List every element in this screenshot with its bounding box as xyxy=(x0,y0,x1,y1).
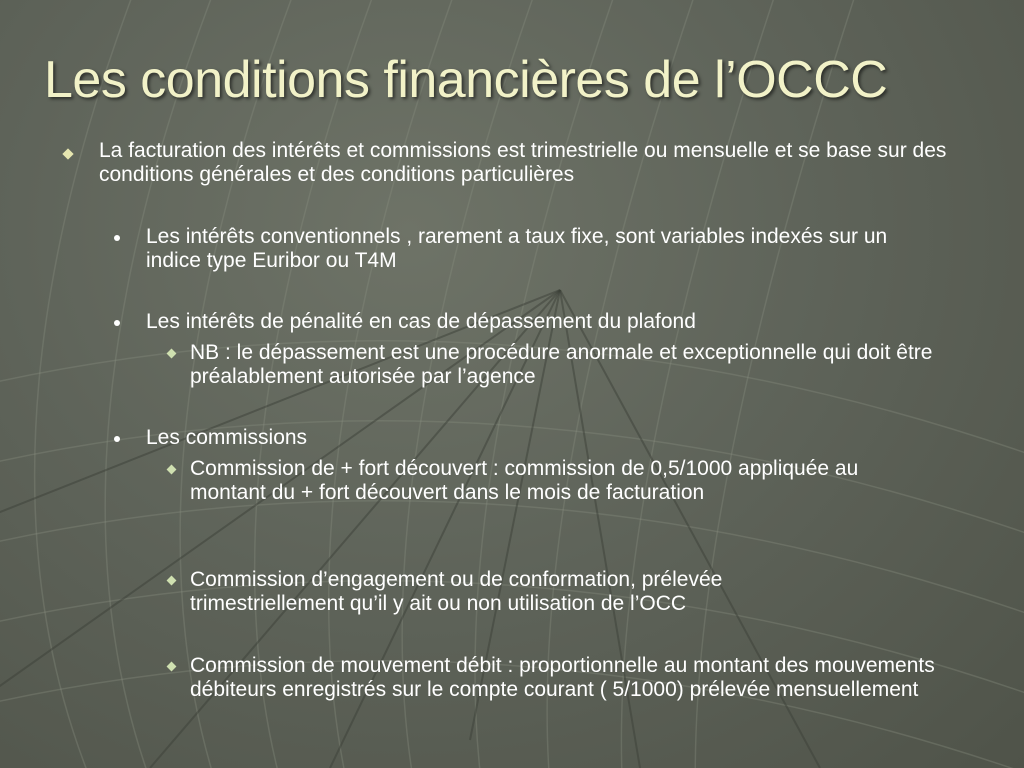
diamond-bullet-icon xyxy=(167,465,177,475)
bullet-text: NB : le dépassement est une procédure anormale et exceptionnelle qui doit être préalablement autorisée par l’agence xyxy=(190,341,933,388)
bullet-text: Commission de + fort découvert : commission de 0,5/1000 appliquée au montant du + fort découvert dans le mois de facturation xyxy=(190,457,859,504)
diamond-bullet-icon xyxy=(167,576,177,586)
diamond-bullet-icon xyxy=(167,349,177,359)
bullet-text: La facturation des intérêts et commissions est trimestrielle ou mensuelle et se base sur des conditions générales et des conditions particulières xyxy=(99,139,947,186)
bullet-text: Les intérêts de pénalité en cas de dépassement du plafond xyxy=(146,310,696,333)
slide-title: Les conditions financières de l’OCCC xyxy=(44,51,888,109)
dot-bullet-icon xyxy=(114,320,120,326)
diamond-bullet-icon xyxy=(167,662,177,672)
dot-bullet-icon xyxy=(114,235,120,241)
dot-bullet-icon xyxy=(114,436,120,442)
diamond-bullet-icon xyxy=(62,148,73,159)
bullet-text: Commission de mouvement débit : proportionnelle au montant des mouvements débiteurs enregistrés sur le compte courant ( 5/1000) prélevée mensuellement xyxy=(190,654,935,701)
bullet-text: Les intérêts conventionnels , rarement a taux fixe, sont variables indexés sur un indice type Euribor ou T4M xyxy=(146,225,888,272)
bullet-text: Commission d’engagement ou de conformation, prélevée trimestriellement qu’il y ait ou non utilisation de l’OCC xyxy=(190,568,723,615)
bullet-text: Les commissions xyxy=(146,426,308,449)
